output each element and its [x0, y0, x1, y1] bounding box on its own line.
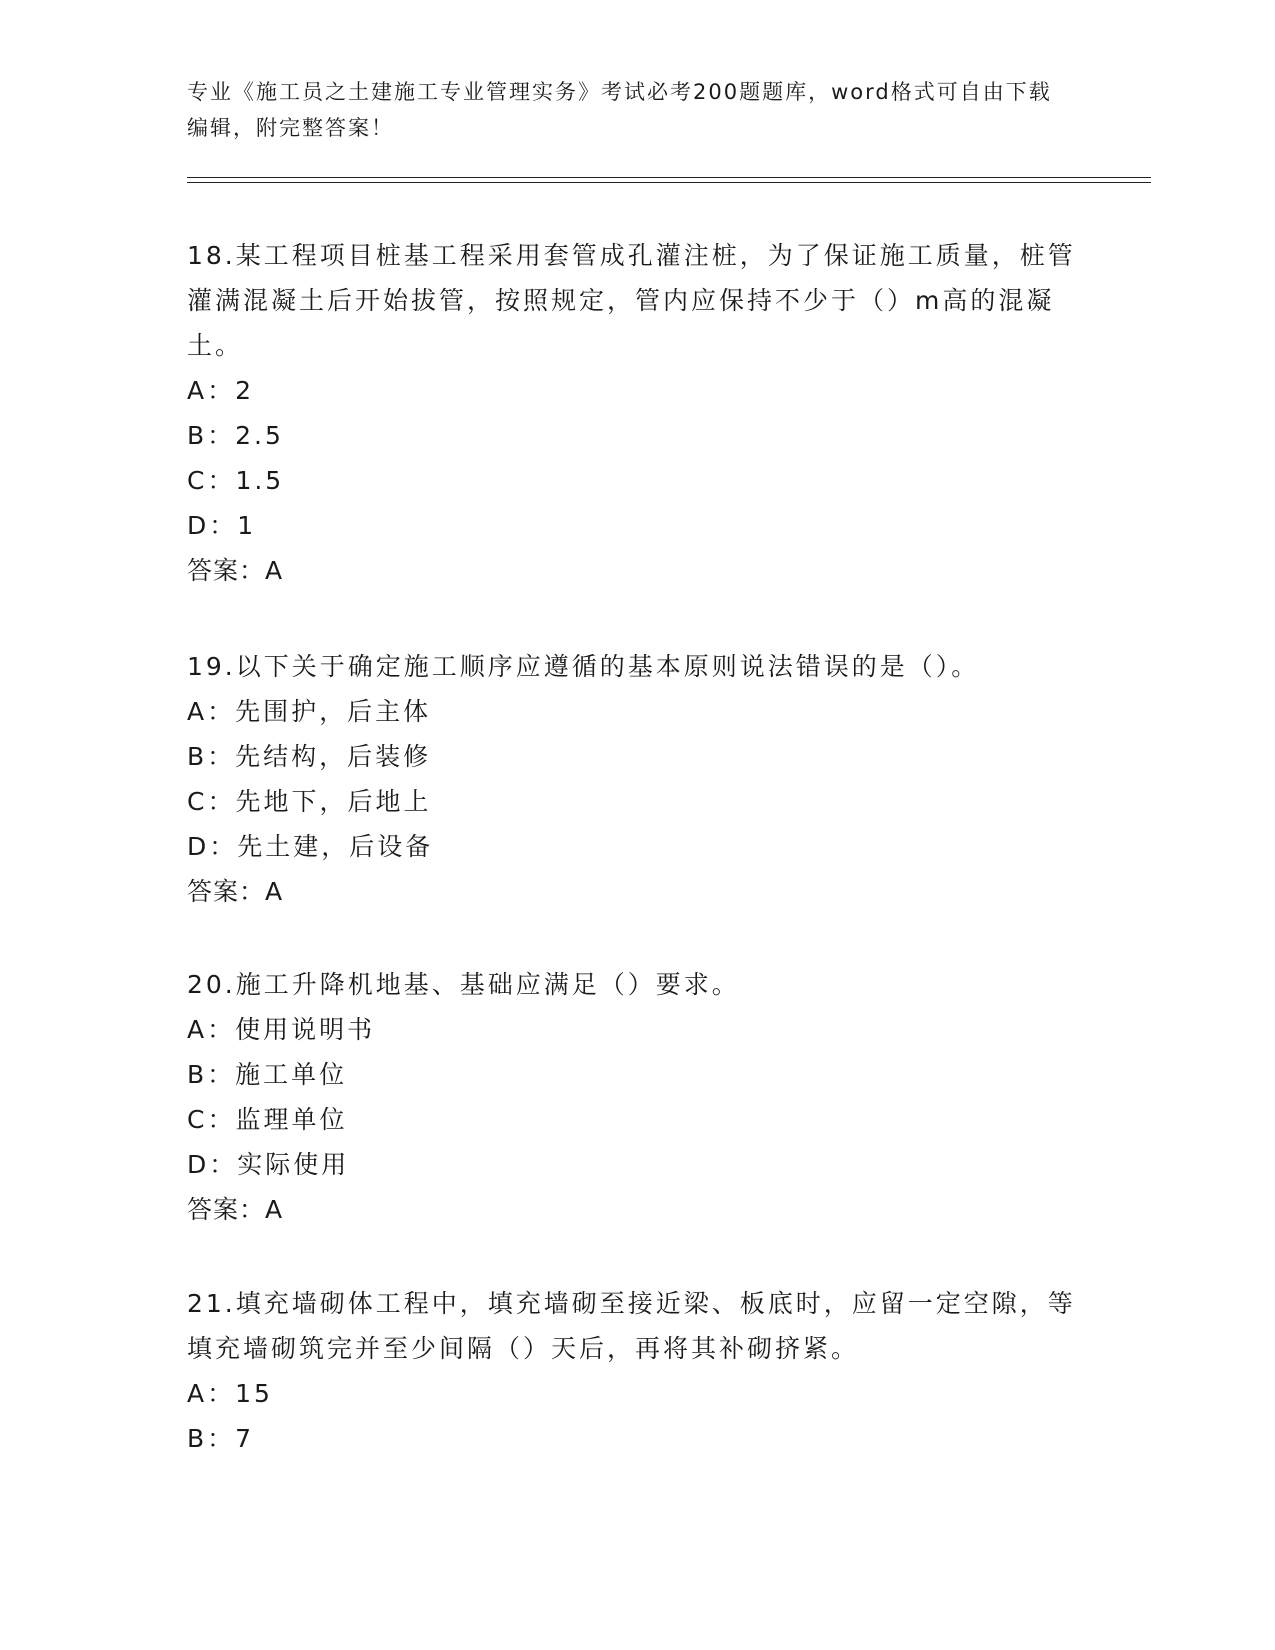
option-b: B：施工单位 [187, 1060, 348, 1089]
answer: 答案：A [187, 1195, 284, 1224]
header-divider-bottom [187, 182, 1151, 183]
header-divider-top [187, 177, 1151, 178]
question-18 [187, 233, 1087, 593]
option-a: A：先围护，后主体 [187, 697, 432, 726]
question-stem: 18.某工程项目桩基工程采用套管成孔灌注桩，为了保证施工质量，桩管灌满混凝土后开始拔管，按照规定，管内应保持不少于（）m高的混凝土。 [187, 241, 1076, 360]
option-b: B：2.5 [187, 421, 284, 450]
option-d: D：实际使用 [187, 1150, 350, 1179]
option-c: C：1.5 [187, 466, 285, 495]
option-b: B：先结构，后装修 [187, 742, 432, 771]
question-21 [187, 1281, 1087, 1461]
option-a: A：使用说明书 [187, 1015, 376, 1044]
option-b: B：7 [187, 1424, 255, 1453]
option-a: A：2 [187, 376, 255, 405]
option-a: A：15 [187, 1379, 273, 1408]
option-c: C：监理单位 [187, 1105, 348, 1134]
question-19 [187, 644, 1087, 914]
question-20 [187, 962, 1087, 1232]
option-c: C：先地下，后地上 [187, 787, 432, 816]
answer: 答案：A [187, 556, 284, 585]
question-stem: 20.施工升降机地基、基础应满足（）要求。 [187, 970, 740, 999]
option-d: D：1 [187, 511, 257, 540]
option-d: D：先土建，后设备 [187, 832, 434, 861]
question-stem: 21.填充墙砌体工程中，填充墙砌至接近梁、板底时，应留一定空隙，等填充墙砌筑完并至少间隔（）天后，再将其补砌挤紧。 [187, 1289, 1076, 1363]
question-stem: 19.以下关于确定施工顺序应遵循的基本原则说法错误的是（）。 [187, 652, 980, 681]
answer: 答案：A [187, 877, 284, 906]
document-header: 专业《施工员之土建施工专业管理实务》考试必考200题题库，word格式可自由下载编辑，附完整答案！ [187, 80, 1052, 140]
